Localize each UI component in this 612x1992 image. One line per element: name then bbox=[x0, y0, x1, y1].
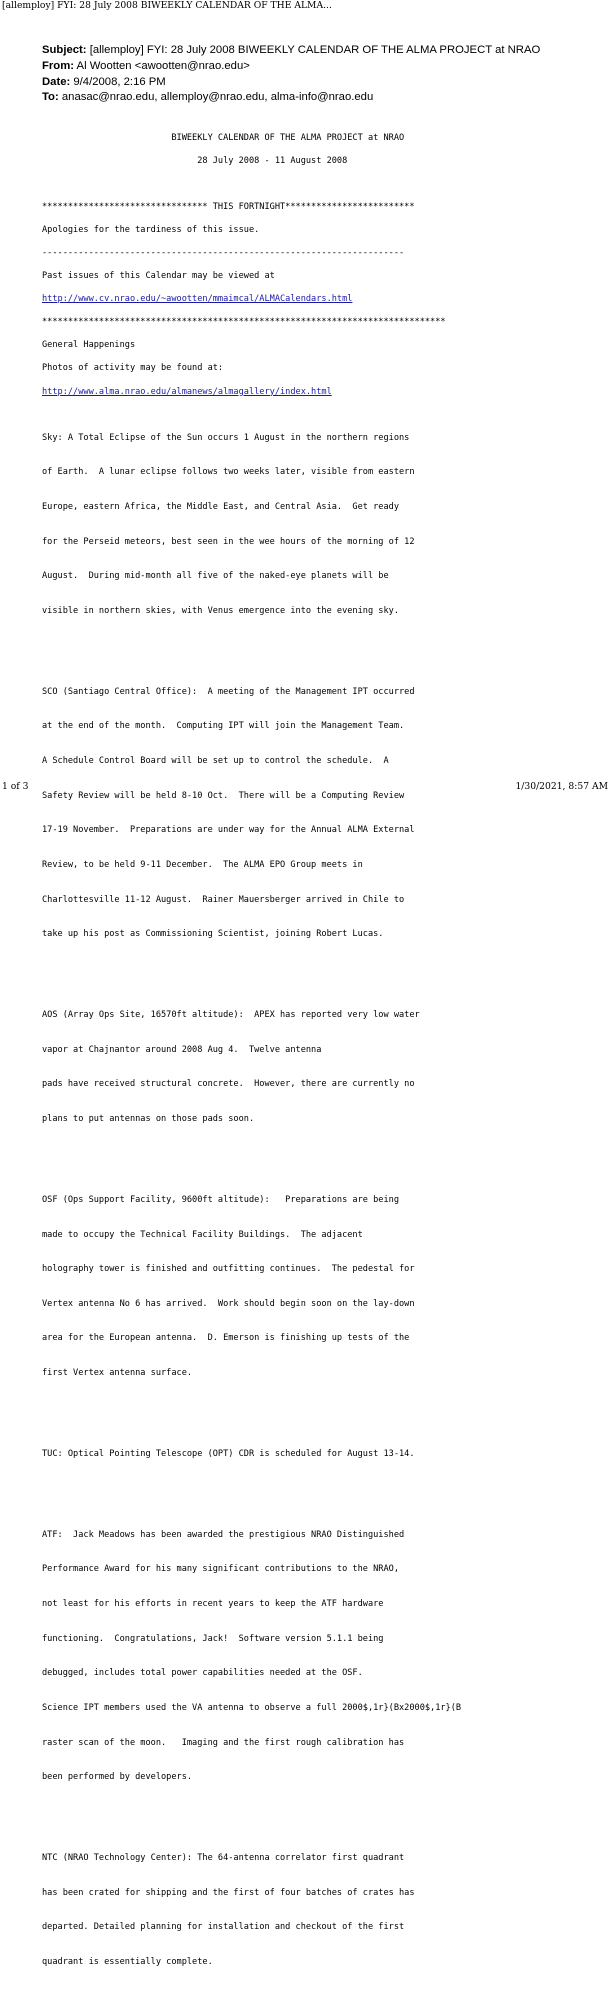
general-happenings-heading: General Happenings bbox=[42, 340, 136, 351]
apology-text: Apologies for the tardiness of this issue. bbox=[42, 224, 260, 235]
subject-value: [allemploy] FYI: 28 July 2008 BIWEEKLY CALENDAR OF THE ALMA PROJECT at NRAO bbox=[89, 44, 541, 56]
aos-section: AOS (Array Ops Site, 16570ft altitude): APEX has reported very low water vapor at Chajnantor around 2008 Aug 4. Twelve antenna pads have received structural concrete. However, there are currently no plans to put antennas on those pads soon. bbox=[42, 1010, 420, 1125]
from-row bbox=[42, 59, 540, 75]
blank-line bbox=[42, 641, 602, 653]
date-label: Date: bbox=[42, 75, 71, 88]
fortnight-divider: ******************************** THIS FORTNIGHT************************* bbox=[42, 201, 415, 212]
blank-line bbox=[42, 1807, 602, 1819]
to-value: anasac@nrao.edu, allemploy@nrao.edu, alma-info@nrao.edu bbox=[61, 91, 374, 104]
osf-section: OSF (Ops Support Facility, 9600ft altitude): Preparations are being made to occupy the Technical Facility Buildings. The adjacent holography tower is finished and outfitting continues. The pedestal for Vertex antenna No 6 has arrived. Work should begin soon on the lay-down area for the European antenna. D. Emerson is finishing up tests of the first Vertex antenna surface. bbox=[42, 1194, 415, 1379]
from-label: From: bbox=[42, 59, 75, 72]
blank-line bbox=[42, 964, 602, 976]
sco-section: SCO (Santiago Central Office): A meeting of the Management IPT occurred at the end of the month. Computing IPT will join the Management Team. A Schedule Control Board will be set up to control the schedule. A Safety Review will be held 8-10 Oct. There will be a Computing Review 17-19 November. Preparations are under way for the Annual ALMA External Review, to be held 9-11 December. The ALMA EPO Group meets in Charlottesville 11-12 August. Rainer Mauersberger arrived in Chile to take up his post as Commissioning Scientist, joining Robert Lucas. bbox=[42, 686, 415, 940]
browser-print-header: [allemploy] FYI: 28 July 2008 BIWEEKLY CALENDAR OF THE ALMA... bbox=[2, 0, 332, 11]
to-label: To: bbox=[42, 91, 59, 104]
email-header bbox=[42, 43, 540, 106]
subject-row bbox=[42, 43, 540, 59]
blank-line bbox=[42, 1149, 602, 1161]
blank-line bbox=[42, 179, 602, 191]
ntc-section: NTC (NRAO Technology Center): The 64-antenna correlator first quadrant has been crated for shipping and the first of four batches of crates has departed. Detailed planning for installation and checkout of the first quadrant is essentially complete. bbox=[42, 1853, 415, 1967]
page-number: 1 of 3 bbox=[2, 781, 29, 792]
dash-divider: ---------------------------------------------------------------------- bbox=[42, 248, 405, 259]
blank-line bbox=[42, 1403, 602, 1415]
date-value: 9/4/2008, 2:16 PM bbox=[73, 75, 166, 88]
star-divider: ****************************************************************************** bbox=[42, 317, 446, 328]
atf-section: ATF: Jack Meadows has been awarded the prestigious NRAO Distinguished Performance Award for his many significant contributions to the NRAO, not least for his efforts in recent years to keep the ATF hardware functioning. Congratulations, Jack! Software version 5.1.1 being debugged, includes total power capabilities needed at the OSF. Science IPT members used the VA antenna to observe a full 2000$,1r}(Bx2000$,1r}(B raster scan of the moon. Imaging and the first rough calibration has been performed by developers. bbox=[42, 1529, 462, 1783]
email-body bbox=[42, 121, 602, 1992]
photos-link[interactable]: http://www.alma.nrao.edu/almanews/almagallery/index.html bbox=[42, 386, 332, 397]
tuc-section: TUC: Optical Pointing Telescope (OPT) CDR is scheduled for August 13-14. bbox=[42, 1448, 415, 1459]
from-value: Al Wootten <awootten@nrao.edu> bbox=[76, 59, 250, 72]
subject-label: Subject: bbox=[42, 44, 87, 56]
calendar-dates: 28 July 2008 - 11 August 2008 bbox=[42, 155, 348, 166]
past-issues-text: Past issues of this Calendar may be viewed at bbox=[42, 271, 275, 282]
sky-section: Sky: A Total Eclipse of the Sun occurs 1 August in the northern regions of Earth. A lunar eclipse follows two weeks later, visible from eastern Europe, eastern Africa, the Middle East, and Central Asia. Get ready for the Perseid meteors, best seen in the wee hours of the morning of 12 August. During mid-month all five of the naked-eye planets will be visible in northern skies, with Venus emergence into the evening sky. bbox=[42, 432, 415, 616]
calendar-title: BIWEEKLY CALENDAR OF THE ALMA PROJECT at NRAO bbox=[42, 132, 405, 143]
print-timestamp: 1/30/2021, 8:57 AM bbox=[515, 781, 608, 792]
blank-line bbox=[42, 1484, 602, 1496]
past-issues-link[interactable]: http://www.cv.nrao.edu/~awootten/mmaimcal/ALMACalendars.html bbox=[42, 294, 353, 305]
to-row bbox=[42, 90, 540, 106]
date-row bbox=[42, 75, 540, 91]
photos-text: Photos of activity may be found at: bbox=[42, 363, 224, 374]
